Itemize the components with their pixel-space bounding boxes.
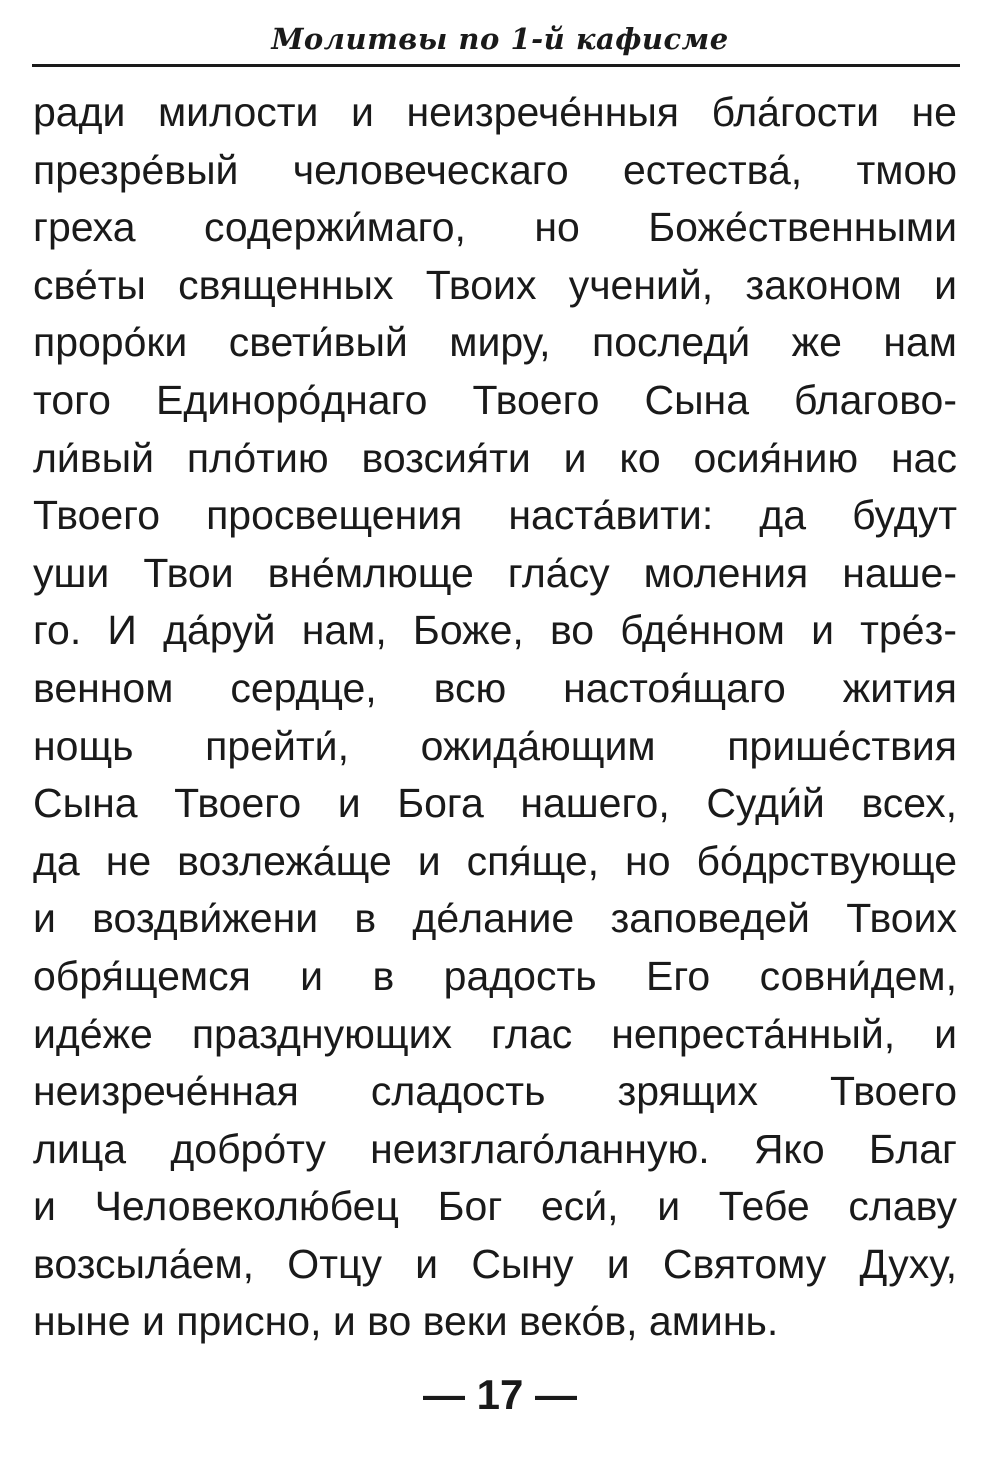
text-line: го. И да́руй нам, Боже, во бде́нном и тре́з- xyxy=(33,607,957,654)
running-title: Молитвы по 1-й кафисме xyxy=(271,22,729,56)
text-line: иде́же празднующих глас непреста́нный, и xyxy=(33,1010,957,1057)
text-line: презре́вый человеческаго естества́, тмою xyxy=(33,146,957,193)
prayer-text xyxy=(33,84,957,1351)
text-line: греха содержи́маго, но Боже́ственными xyxy=(33,204,957,251)
header-rule xyxy=(32,64,960,67)
text-line: возсыла́ем, Отцу и Сыну и Святому Духу, xyxy=(33,1240,957,1287)
text-line: Сына Твоего и Бога нашего, Суди́й всех, xyxy=(33,780,957,827)
text-line: Твоего просвещения наста́вити: да будут xyxy=(33,492,957,539)
text-line: све́ты священных Твоих учений, законом и xyxy=(33,261,957,308)
text-line: лица добро́ту неизглаго́ланную. Яко Благ xyxy=(33,1125,957,1172)
text-line: и воздви́жени в де́лание заповедей Твоих xyxy=(33,895,957,942)
text-line: нощь прейти́, ожида́ющим прише́ствия xyxy=(33,722,957,769)
text-line: того Единоро́днаго Твоего Сына благово- xyxy=(33,376,957,423)
text-line: обря́щемся и в радость Его совни́дем, xyxy=(33,952,957,999)
text-line: венном сердце, всю настоя́щаго жития xyxy=(33,664,957,711)
text-line: ради милости и неизрече́нныя бла́гости не xyxy=(33,89,957,135)
page-number: — 17 — xyxy=(422,1371,578,1418)
text-line: проро́ки свети́вый миру, последи́ же нам xyxy=(33,319,957,366)
text-line: и Человеколю́бец Бог еси́, и Тебе славу xyxy=(33,1183,957,1230)
text-line: да не возлежа́ще и спя́ще, но бо́дрствующе xyxy=(33,837,957,884)
text-line-last: ныне и присно, и во веки веко́в, аминь. xyxy=(33,1298,779,1345)
text-line: неизрече́нная сладость зрящих Твоего xyxy=(33,1068,957,1115)
text-line: уши Твои вне́млюще гла́су моления наше- xyxy=(33,549,957,596)
text-line: ли́вый пло́тию возсия́ти и ко осия́нию нас xyxy=(33,434,957,481)
